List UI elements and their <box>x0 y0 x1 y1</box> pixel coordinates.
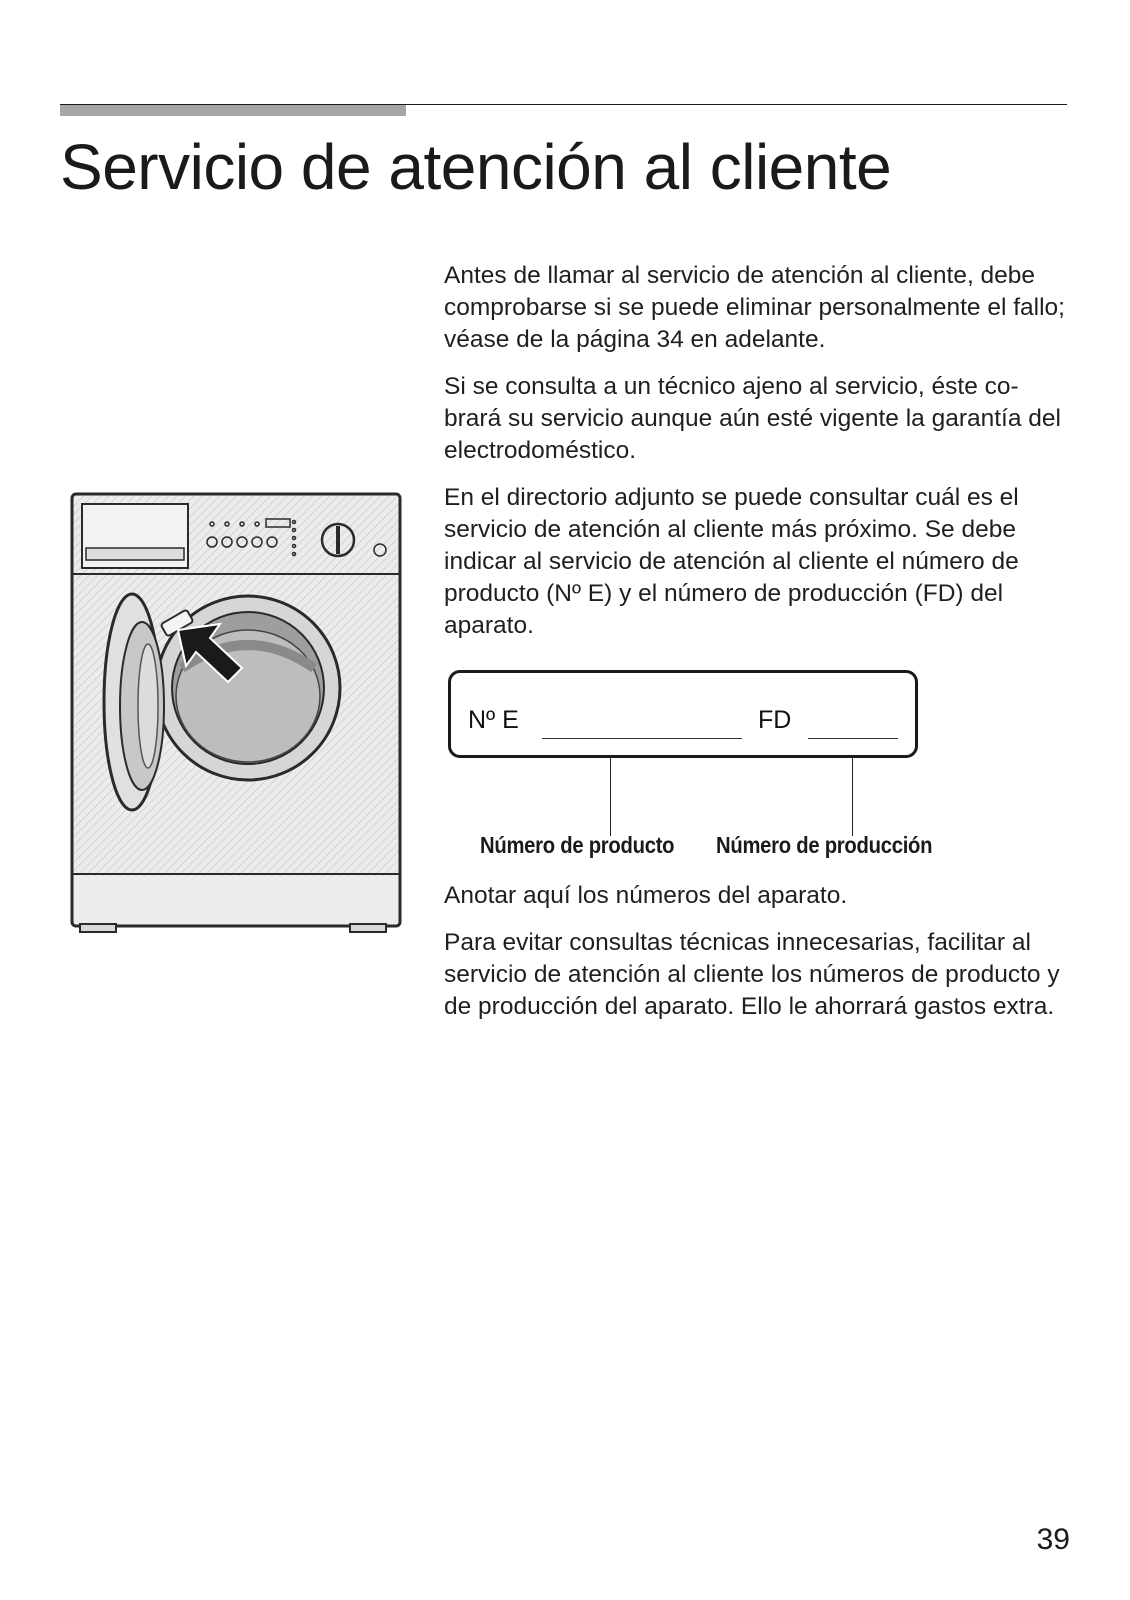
header-rule <box>60 104 1067 105</box>
paragraph-before-calling: Antes de llamar al servicio de atención al cliente, debe comprobarse si se puede eliminar personalmente el fallo; véase de la página 34 en adelante. <box>444 262 1065 353</box>
closing-text <box>444 880 1074 1023</box>
field-fd-label: FD <box>758 706 792 734</box>
field-ne-label: Nº E <box>468 706 519 734</box>
field-fd-blank <box>808 738 898 739</box>
intro-text <box>444 260 1069 642</box>
leader-line-ne <box>610 758 611 836</box>
rating-label-diagram <box>446 670 933 870</box>
caption-production-number: Número de producción <box>716 832 933 858</box>
paragraph-directory: En el directorio adjunto se puede consultar cuál es el servicio de atención al cliente más próximo. Se debe indicar al servicio de atención al cliente el número de producto (Nº E) y el número de producción (FD) del aparato. <box>444 484 1019 639</box>
field-ne-blank <box>542 738 742 739</box>
paragraph-avoid-queries: Para evitar consultas técnicas innecesarias, facilitar al servicio de atención al cliente los números de producto y de producción del aparato. Ello le ahorrará gastos extra. <box>444 929 1060 1020</box>
paragraph-external-technician: Si se consulta a un técnico ajeno al servicio, éste co-brará su servicio aunque aún esté vigente la garantía del electrodoméstico. <box>444 373 1061 464</box>
caption-product-number: Número de producto <box>480 832 675 858</box>
header-rule-accent <box>60 104 406 116</box>
washing-machine-illustration <box>70 492 410 952</box>
page-number: 39 <box>1036 1523 1070 1556</box>
page-title: Servicio de atención al cliente <box>60 131 892 203</box>
leader-line-fd <box>852 758 853 836</box>
paragraph-note-numbers: Anotar aquí los números del aparato. <box>444 882 848 909</box>
